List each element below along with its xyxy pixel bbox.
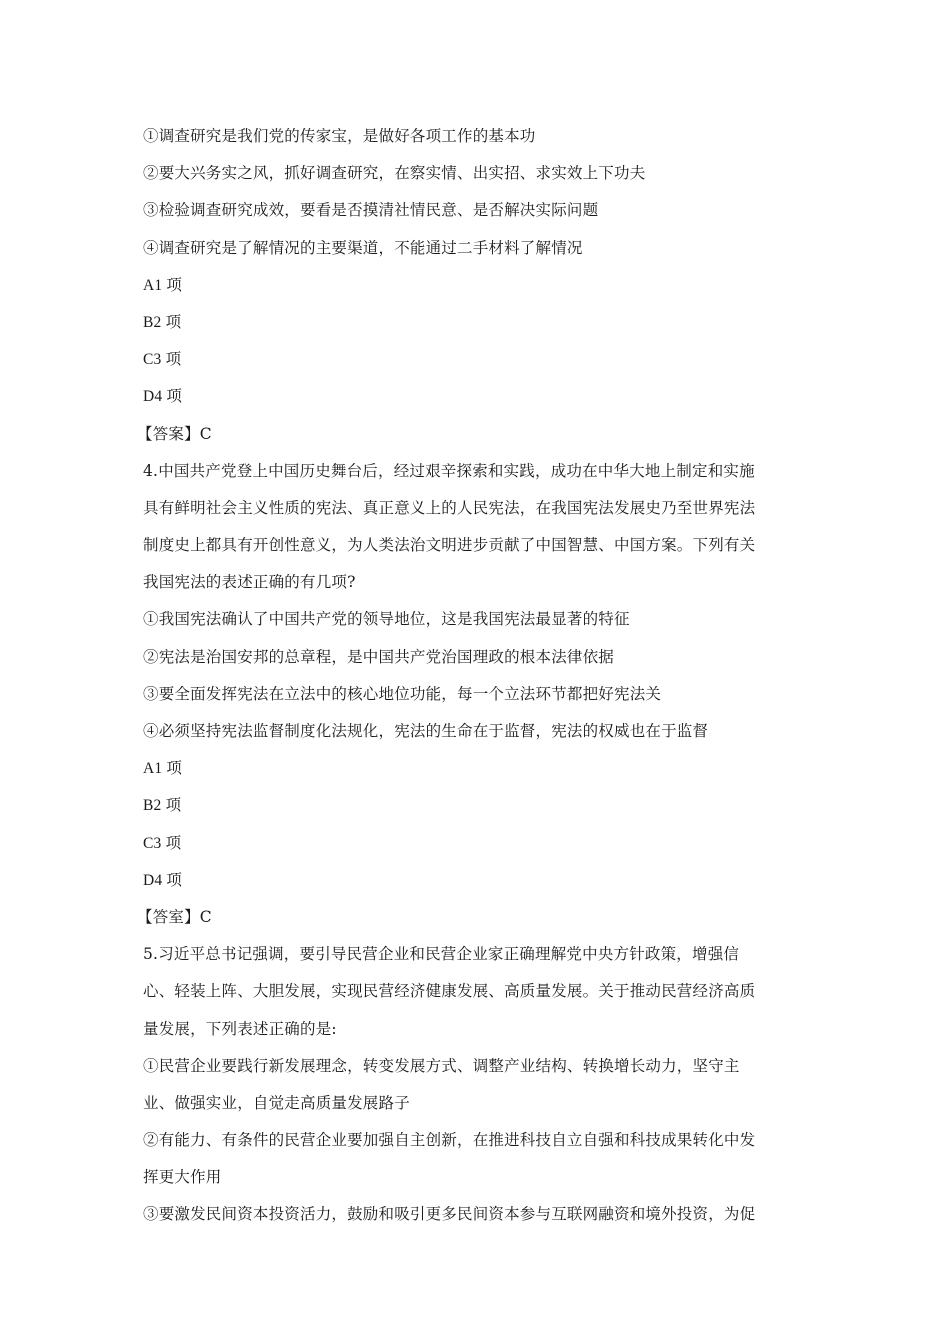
q4-stem-line-2: 具有鲜明社会主义性质的宪法、真正意义上的人民宪法，在我国宪法发展史乃至世界宪法 <box>143 498 756 517</box>
q4-stem-line-3: 制度史上都具有开创性意义，为人类法治文明进步贡献了中国智慧、中国方案。下列有关 <box>143 536 756 555</box>
q3-statement-1: ①调查研究是我们党的传家宝，是做好各项工作的基本功 <box>143 127 536 145</box>
q3-option-c: C3 项 <box>143 351 182 369</box>
q4-option-a: A1 项 <box>143 760 183 778</box>
q3-answer: 【答案】C <box>137 424 212 443</box>
q4-statement-1: ①我国宪法确认了中国共产党的领导地位，这是我国宪法最显著的特征 <box>143 610 630 629</box>
q4-statement-3: ③要全面发挥宪法在立法中的核心地位功能，每一个立法环节都把好宪法关 <box>143 684 662 703</box>
q5-stem-line-2: 心、轻装上阵、大胆发展，实现民营经济健康发展、高质量发展。关于推动民营经济高质 <box>143 982 756 1001</box>
q3-option-a: A1 项 <box>143 276 183 294</box>
q5-statement-line-5: ③要激发民间资本投资活力，鼓励和吸引更多民间资本参与互联网融资和境外投资，为促 <box>143 1205 756 1224</box>
q5-statement-line-2: 业、做强实业，自觉走高质量发展路子 <box>143 1093 410 1112</box>
q3-statement-4: ④调查研究是了解情况的主要渠道，不能通过二手材料了解情况 <box>143 238 583 257</box>
q3-option-d: D4 项 <box>143 388 183 406</box>
q3-option-b: B2 项 <box>143 313 182 331</box>
q4-statement-4: ④必须坚持宪法监督制度化法规化，宪法的生命在于监督，宪法的权威也在于监督 <box>143 722 709 740</box>
q4-option-b: B2 项 <box>143 797 182 815</box>
q3-statement-3: ③检验调查研究成效，要看是否摸清社情民意、是否解决实际问题 <box>143 201 599 220</box>
q4-option-c: C3 项 <box>143 834 182 852</box>
q5-statement-line-4: 挥更大作用 <box>143 1168 222 1187</box>
q5-stem-line-3: 量发展，下列表述正确的是: <box>143 1019 337 1038</box>
q5-statement-line-1: ①民营企业要践行新发展理念，转变发展方式、调整产业结构、转换增长动力，坚守主 <box>143 1056 740 1075</box>
document-content <box>137 118 811 1234</box>
q5-statement-line-3: ②有能力、有条件的民营企业要加强自主创新，在推进科技自立自强和科技成果转化中发 <box>143 1131 756 1150</box>
q4-stem-line-4: 我国宪法的表述正确的有几项? <box>143 573 356 592</box>
q4-stem-line-1: 4.中国共产党登上中国历史舞台后，经过艰辛探索和实践，成功在中华大地上制定和实施 <box>143 461 755 480</box>
q5-stem-line-1: 5.习近平总书记强调，要引导民营企业和民营企业家正确理解党中央方针政策，增强信 <box>143 945 740 964</box>
q4-statement-2: ②宪法是治国安邦的总章程，是中国共产党治国理政的根本法律依据 <box>143 647 615 666</box>
q4-option-d: D4 项 <box>143 871 183 889</box>
q4-answer: 【答室】C <box>137 907 212 926</box>
q3-statement-2: ②要大兴务实之风，抓好调查研究，在察实情、出实招、求实效上下功夫 <box>143 164 646 183</box>
